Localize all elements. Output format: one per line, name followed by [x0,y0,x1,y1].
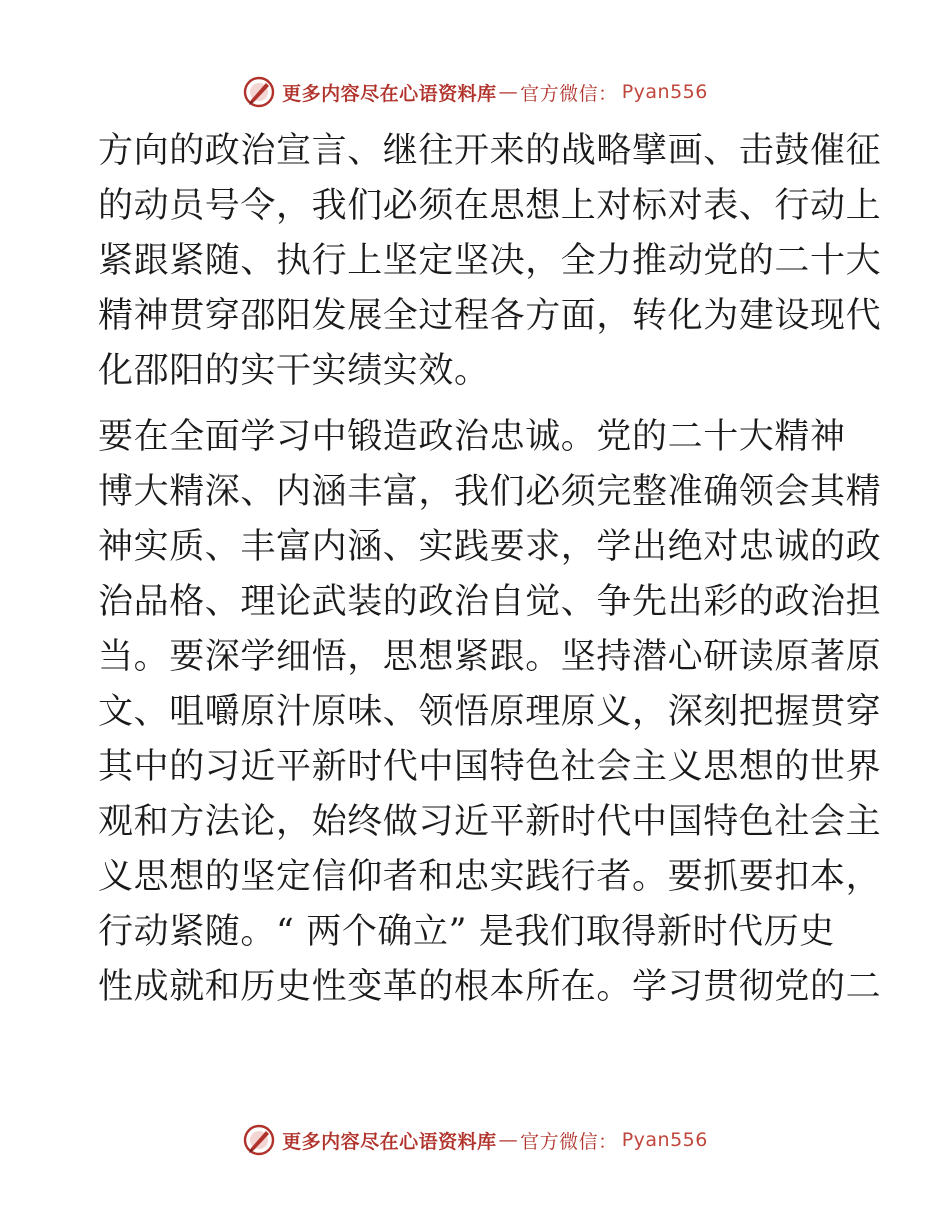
quill-pen-logo-icon [242,1123,276,1157]
quill-pen-logo-icon [242,75,276,109]
footer-banner [0,1120,950,1160]
text-line: 当。要深学细悟，思想紧跟。坚持潜心研读原著原 [98,637,882,677]
banner-dash: — [498,81,519,103]
banner-wechat-id: Pyan556 [621,81,708,103]
paragraph-1 [98,124,882,399]
text-line: 其中的习近平新时代中国特色社会主义思想的世界 [98,747,882,787]
text-line: 行动紧随。“ 两个确立” 是我们取得新时代历史 [98,912,835,952]
text-line: 观和方法论，始终做习近平新时代中国特色社会主 [98,802,882,842]
banner-label: 官方微信： [520,82,618,105]
text-line: 的动员号令，我们必须在思想上对标对表、行动上 [98,186,882,226]
text-line: 化邵阳的实干实绩实效。 [98,351,490,391]
header-banner [0,72,950,112]
text-line: 博大精深、内涵丰富，我们必须完整准确领会其精 [98,472,882,512]
banner-main-text: 更多内容尽在心语资料库 [282,82,497,105]
text-line: 义思想的坚定信仰者和忠实践行者。要抓要扣本， [98,857,882,897]
banner-main-text: 更多内容尽在心语资料库 [282,1130,497,1153]
text-line: 要在全面学习中锻造政治忠诚。党的二十大精神 [98,417,846,457]
banner-dash: — [498,1129,519,1151]
document-body [98,124,882,1015]
text-line: 性成就和历史性变革的根本所在。学习贯彻党的二 [98,967,882,1007]
banner-label: 官方微信： [520,1130,618,1153]
text-line: 治品格、理论武装的政治自觉、争先出彩的政治担 [98,582,882,622]
text-line: 精神贯穿邵阳发展全过程各方面，转化为建设现代 [98,296,882,336]
text-line: 神实质、丰富内涵、实践要求，学出绝对忠诚的政 [98,527,882,567]
paragraph-2 [98,410,882,1015]
banner-wechat-id: Pyan556 [621,1129,708,1151]
text-line: 方向的政治宣言、继往开来的战略擘画、击鼓催征 [98,131,882,171]
text-line: 紧跟紧随、执行上坚定坚决，全力推动党的二十大 [98,241,882,281]
text-line: 文、咀嚼原汁原味、领悟原理原义，深刻把握贯穿 [98,692,882,732]
